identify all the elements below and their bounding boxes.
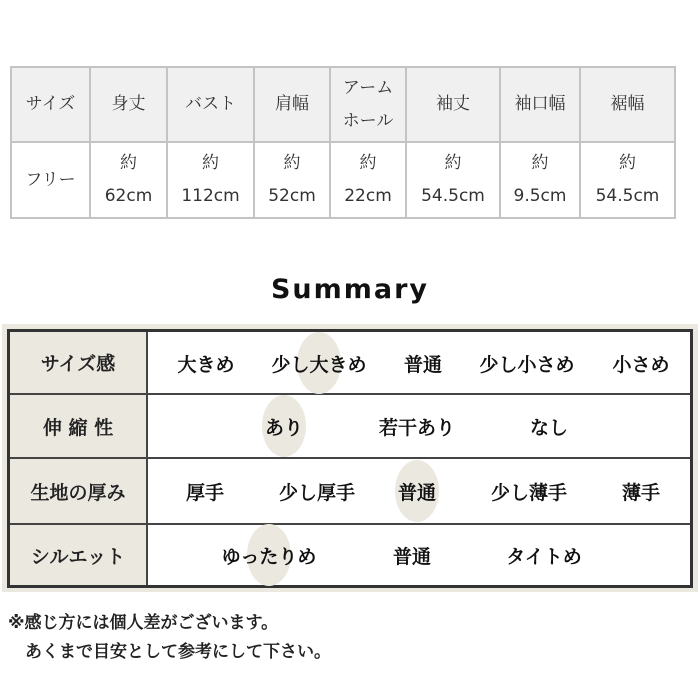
approx-label: 約	[531, 153, 549, 173]
summary-table	[7, 329, 693, 588]
summary-row	[10, 395, 690, 459]
approx-label: 約	[283, 153, 301, 173]
header-armhole-2: ホール	[342, 110, 394, 131]
header-size: サイズ	[11, 67, 90, 142]
summary-row-label: 伸 縮 性	[10, 395, 148, 457]
size-value: フリー	[11, 142, 90, 218]
measure-cell	[580, 142, 675, 218]
measure-cell	[330, 142, 406, 218]
approx-label: 約	[359, 153, 377, 173]
note-line-2: あくまで目安として参考にして下さい。	[8, 642, 331, 662]
note-line-1: ※感じ方には個人差がございます。	[8, 613, 279, 633]
summary-option: 薄手	[621, 482, 661, 504]
summary-row	[10, 332, 690, 395]
summary-option: タイトめ	[506, 546, 582, 568]
measure-cell	[90, 142, 167, 218]
approx-label: 約	[444, 153, 462, 173]
measure-cell	[167, 142, 254, 218]
measure-value: 62cm	[104, 186, 153, 206]
header-armhole	[330, 67, 406, 142]
summary-option: なし	[529, 417, 569, 439]
summary-option-selected: 少し大きめ	[271, 353, 367, 376]
summary-option: 少し薄手	[490, 482, 568, 504]
summary-option: 普通	[392, 546, 432, 568]
summary-row	[10, 525, 690, 585]
measure-value: 54.5cm	[421, 186, 485, 206]
header-hem-width: 裾幅	[580, 67, 675, 142]
header-bust: バスト	[167, 67, 254, 142]
measure-cell	[500, 142, 580, 218]
summary-option-selected: あり	[264, 417, 304, 439]
summary-option: 少し厚手	[278, 482, 356, 504]
summary-option: 少し小さめ	[479, 353, 575, 376]
size-table-row	[11, 142, 675, 218]
measure-cell	[406, 142, 500, 218]
summary-option: 大きめ	[177, 353, 235, 376]
summary-row-label: 生地の厚み	[10, 459, 148, 523]
summary-row	[10, 459, 690, 525]
summary-option: 小さめ	[612, 353, 670, 376]
measure-cell	[254, 142, 330, 218]
measure-value: 54.5cm	[595, 186, 660, 206]
header-sleeve-length: 袖丈	[406, 67, 500, 142]
approx-label: 約	[619, 153, 636, 173]
summary-option-selected: ゆったりめ	[221, 546, 317, 568]
measure-value: 112cm	[181, 186, 240, 206]
summary-row-label: シルエット	[10, 525, 148, 585]
approx-label: 約	[202, 153, 219, 173]
size-table	[10, 66, 676, 219]
measure-value: 9.5cm	[513, 186, 567, 206]
header-length: 身丈	[90, 67, 167, 142]
header-armhole-1: アーム	[342, 77, 394, 98]
size-table-header	[11, 67, 675, 142]
header-cuff-width: 袖口幅	[500, 67, 580, 142]
header-shoulder: 肩幅	[254, 67, 330, 142]
summary-option: 普通	[403, 353, 443, 376]
measure-value: 22cm	[344, 186, 392, 206]
measure-value: 52cm	[268, 186, 316, 206]
summary-row-label: サイズ感	[10, 332, 148, 393]
approx-label: 約	[120, 153, 137, 173]
summary-option: 厚手	[185, 482, 225, 504]
summary-option: 若干あり	[378, 417, 456, 439]
summary-title: Summary	[270, 274, 430, 305]
summary-option-selected: 普通	[397, 482, 437, 504]
